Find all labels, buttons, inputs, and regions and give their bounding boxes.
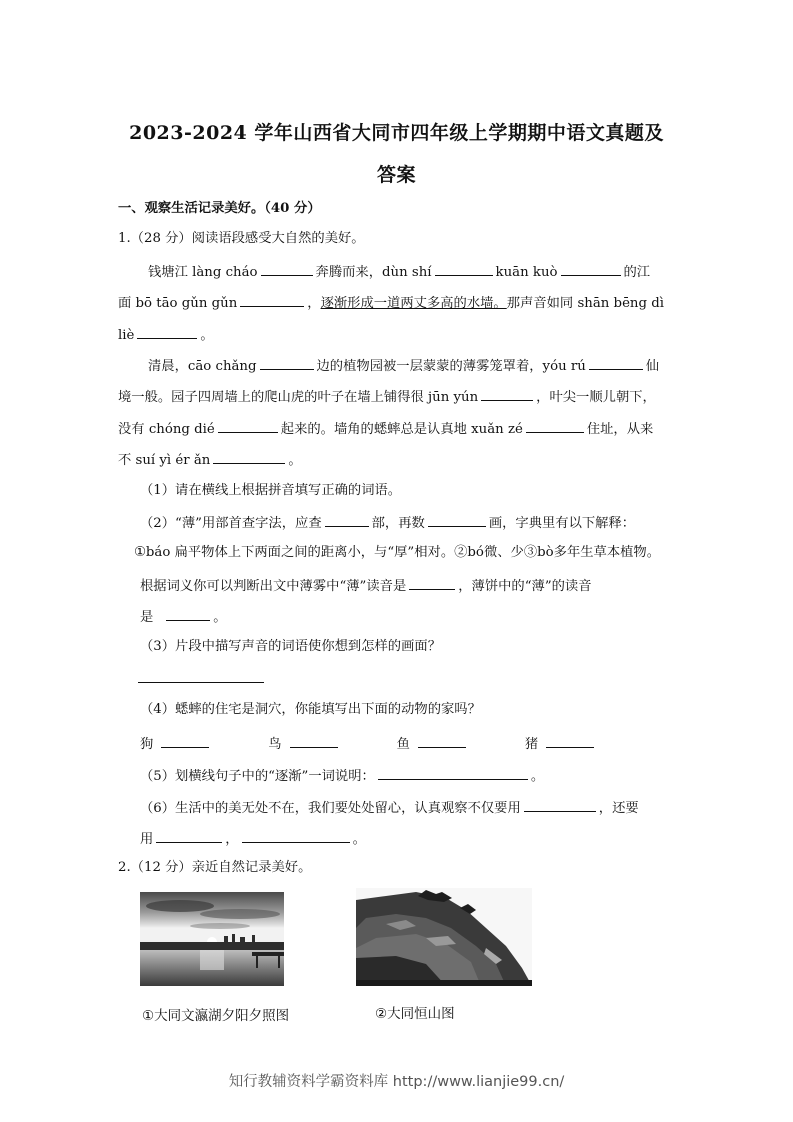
p2-text-d: 境一般。园子四周墙上的爬山虎的叶子在墙上铺得很 jūn yún bbox=[118, 390, 479, 405]
figure1-caption: ①大同文瀛湖夕阳夕照图 bbox=[142, 1008, 290, 1024]
p1-text-c: kuān kuò bbox=[495, 265, 558, 280]
q1-sub6-line2 bbox=[140, 828, 700, 850]
q1-sub2-line1 bbox=[140, 512, 700, 534]
q1-p2-line3 bbox=[118, 418, 678, 440]
blank-xuan-ze[interactable] bbox=[526, 418, 584, 433]
q1-sub2-line2: ①báo 扁平物体上下两面之间的距离小，与“厚”相对。②bó微、少③bò多年生草本植物。 bbox=[134, 545, 661, 560]
q1-p2-line1 bbox=[148, 355, 708, 377]
p1-text-h: 那声音如同 shān bēng dì bbox=[506, 296, 664, 311]
blank-observe-1[interactable] bbox=[524, 797, 596, 812]
p2-text-h: 住址，从来 bbox=[586, 422, 654, 437]
p1-text-e: 面 bō tāo gǔn gǔn bbox=[118, 296, 238, 311]
q1-sub2-line4 bbox=[140, 606, 700, 628]
blank-bo-reading2[interactable] bbox=[166, 606, 210, 621]
blank-fish-home[interactable] bbox=[418, 733, 466, 748]
blank-you-ru[interactable] bbox=[589, 355, 643, 370]
p2-text-e: ，叶尖一顺儿朝下， bbox=[536, 390, 656, 405]
q1-sub5 bbox=[140, 765, 700, 787]
blank-observe-3[interactable] bbox=[242, 828, 350, 843]
q1-sub3: （3）片段中描写声音的词语使你想到怎样的画面？ bbox=[140, 639, 441, 654]
q1-p1-line2 bbox=[118, 292, 678, 314]
q1-p2-line2 bbox=[118, 386, 678, 408]
underlined-sentence: 逐渐形成一道两丈多高的水墙。 bbox=[320, 296, 507, 311]
p2-text-g: 起来的。墙角的蟋蟀总是认真地 xuǎn zé bbox=[280, 422, 523, 437]
p1-text-b: 奔腾而来，dùn shí bbox=[315, 265, 432, 280]
q1-sub4-stem: （4）蟋蟀的住宅是洞穴，你能填写出下面的动物的家吗？ bbox=[140, 702, 481, 717]
sub2-text-f: ，薄饼中的“薄”的读音 bbox=[458, 579, 592, 594]
blank-lang-chao[interactable] bbox=[261, 261, 313, 276]
blank-pig-home[interactable] bbox=[546, 733, 594, 748]
q1-p2-line4 bbox=[118, 449, 678, 471]
sub5-text-a: （5）划横线句子中的“逐渐”一词说明： bbox=[140, 769, 375, 784]
sub5-text-b: 。 bbox=[530, 769, 545, 784]
q1-sub6-line1 bbox=[140, 797, 700, 819]
sub2-text-a: （2）“薄”用部首查字法，应查 bbox=[140, 516, 322, 531]
p1-text-j: 。 bbox=[200, 328, 214, 343]
p1-text-a: 钱塘江 làng cháo bbox=[148, 265, 258, 280]
blank-sui-yi-er-an[interactable] bbox=[213, 449, 285, 464]
document-title-line1: 2023-2024 学年山西省大同市四年级上学期期中语文真题及 bbox=[129, 122, 664, 144]
p1-text-i: liè bbox=[118, 328, 135, 343]
p1-text-f: ， bbox=[307, 296, 321, 311]
animal-fish-label: 鱼 bbox=[396, 737, 410, 752]
q2-stem: 2.（12 分）亲近自然记录美好。 bbox=[118, 860, 312, 875]
blank-jun-yun[interactable] bbox=[481, 386, 533, 401]
blank-shan-beng-di-lie[interactable] bbox=[137, 324, 197, 339]
sub6-text-a: （6）生活中的美无处不在，我们要处处留心，认真观察不仅要用 bbox=[140, 801, 521, 816]
blank-kuan-kuo[interactable] bbox=[561, 261, 621, 276]
q1-p1-line3 bbox=[118, 324, 678, 346]
blank-bo-reading1[interactable] bbox=[409, 575, 455, 590]
section1-heading: 一、观察生活记录美好。（40 分） bbox=[118, 201, 321, 216]
hengshan-mountain-photo bbox=[356, 888, 532, 986]
p2-text-f: 没有 chóng dié bbox=[118, 422, 215, 437]
lake-sunset-photo bbox=[140, 892, 284, 986]
blank-cao-chang[interactable] bbox=[260, 355, 314, 370]
q1-p1-line1 bbox=[148, 261, 708, 283]
q1-sub1: （1）请在横线上根据拼音填写正确的词语。 bbox=[140, 483, 402, 498]
sub2-text-b: 部，再数 bbox=[371, 516, 425, 531]
blank-radical[interactable] bbox=[325, 512, 369, 527]
answer-line-sub3[interactable] bbox=[138, 682, 264, 683]
blank-zhujian[interactable] bbox=[378, 765, 528, 780]
p2-text-b: 边的植物园被一层蒙蒙的薄雾笼罩着，yóu rú bbox=[316, 359, 586, 374]
blank-bo-tao-gun-gun[interactable] bbox=[240, 292, 304, 307]
animal-dog-label: 狗 bbox=[140, 737, 154, 752]
sub6-text-d: ， bbox=[225, 832, 239, 847]
p2-text-c: 仙 bbox=[645, 359, 660, 374]
animal-pig-label: 猪 bbox=[524, 737, 539, 752]
figure2-caption: ②大同恒山图 bbox=[375, 1006, 455, 1022]
document-title-line2: 答案 bbox=[376, 164, 416, 186]
blank-bird-home[interactable] bbox=[290, 733, 338, 748]
sub6-text-c: 用 bbox=[140, 832, 154, 847]
blank-dog-home[interactable] bbox=[161, 733, 209, 748]
sub2-text-g: 是 bbox=[140, 610, 154, 625]
q1-stem: 1.（28 分）阅读语段感受大自然的美好。 bbox=[118, 231, 365, 246]
sub2-text-h: 。 bbox=[213, 610, 227, 625]
q1-sub4-animals bbox=[140, 733, 700, 755]
footer-watermark-link[interactable]: 知行教辅资料学霸资料库 http://www.lianjie99.cn/ bbox=[228, 1074, 565, 1090]
sub6-text-e: 。 bbox=[352, 832, 366, 847]
sub6-text-b: ，还要 bbox=[598, 801, 639, 816]
p1-text-d: 的江 bbox=[623, 265, 651, 280]
q1-sub2-line3 bbox=[140, 575, 700, 597]
sub2-text-e: 根据词义你可以判断出文中薄雾中“薄”读音是 bbox=[140, 579, 407, 594]
sub2-text-c: 画，字典里有以下解释： bbox=[488, 516, 636, 531]
blank-stroke-count[interactable] bbox=[428, 512, 486, 527]
blank-observe-2[interactable] bbox=[156, 828, 222, 843]
blank-dun-shi[interactable] bbox=[435, 261, 493, 276]
p2-text-a: 清晨，cāo chǎng bbox=[148, 359, 257, 374]
p2-text-i: 不 suí yì ér ǎn bbox=[118, 453, 211, 468]
p2-text-j: 。 bbox=[288, 453, 302, 468]
blank-chong-die[interactable] bbox=[218, 418, 278, 433]
animal-bird-label: 鸟 bbox=[268, 737, 282, 752]
